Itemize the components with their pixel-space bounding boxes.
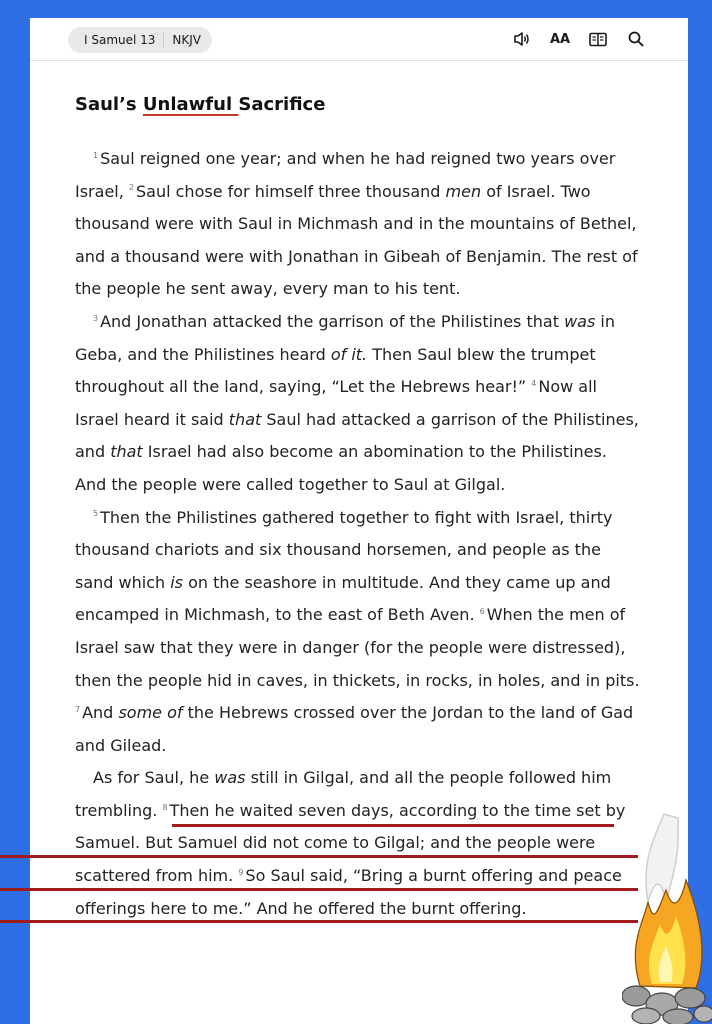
- chapter-text: [75, 94, 640, 925]
- search-icon[interactable]: [626, 29, 646, 49]
- verse-number: 4: [531, 378, 537, 388]
- red-underline: [172, 824, 614, 827]
- verse-number: 3: [93, 313, 99, 323]
- paragraph-1: $^1$ Saul reigned one year; and when he had reigned two years over Israel, $^2$ Saul chose for himself three thousand men of Israel. Two thousand were with Saul in Michmash and in the mountains of Bethel, and a thousand were with Jonathan in Gibeah of Benjamin. The rest of the people he sent away, every man to his tent.: [75, 149, 638, 299]
- book-chapter-label[interactable]: I Samuel 13: [68, 33, 164, 47]
- verse-number: 2: [128, 183, 134, 193]
- caption-line-1: We can’t just do as we please: [30, 933, 493, 971]
- book-icon[interactable]: [588, 29, 608, 49]
- passage-selector[interactable]: [68, 27, 212, 53]
- verse-number: 9: [238, 867, 244, 877]
- verse-number: 5: [93, 509, 99, 519]
- reader-toolbar: [30, 18, 688, 61]
- caption-line-2: We’re to Do as YAH Says…: [30, 981, 454, 1019]
- red-underline: [0, 855, 638, 858]
- campfire-illustration: [622, 806, 712, 1024]
- reader-page: [30, 18, 688, 1024]
- speaker-icon[interactable]: [512, 29, 532, 49]
- verse-number: 7: [75, 704, 81, 714]
- section-title: Saul’s Unlawful Sacrifice: [75, 94, 326, 115]
- version-label[interactable]: NKJV: [172, 33, 202, 47]
- verse-number: 6: [479, 606, 485, 616]
- red-underline: [0, 920, 638, 923]
- paragraph-3: $^5$ Then the Philistines gathered together to fight with Israel, thirty thousand chariots and six thousand horsemen, and people as the sand which is on the seashore in multitude. And they came up and encamped in Michmash, to the east of Beth Aven. $^6$ When the men of Israel saw that they were in danger (for the people were distressed), then the people hid in caves, in thickets, in rocks, in holes, and in pits. $^7$ And some of the Hebrews crossed over the Jordan to the land of Gad and Gilead.: [75, 507, 640, 755]
- red-underline: [0, 888, 638, 891]
- verse-number: 8: [162, 802, 168, 812]
- overlay-caption: [30, 928, 493, 1024]
- toolbar-icons: [512, 29, 646, 49]
- paragraph-4: As for Saul, he was still in Gilgal, and all the people followed him trembling. $^8$ Then he waited seven days, according to the time set by Samuel. But Samuel did not come to Gilgal; and the people were scattered from him. $^9$ So Saul said, “Bring a burnt offering and peace offerings here to me.” And he offered the burnt offering.: [75, 768, 626, 918]
- verse-number: 1: [93, 150, 99, 160]
- font-size-icon[interactable]: AA: [549, 31, 571, 47]
- underlined-word: Unlawful: [142, 94, 239, 115]
- paragraph-2: $^3$ And Jonathan attacked the garrison of the Philistines that was in Geba, and the Philistines heard of it. Then Saul blew the trumpet throughout all the land, saying, “Let the Hebrews hear!” $^4$ Now all Israel heard it said that Saul had attacked a garrison of the Philistines, and that Israel had also become an abomination to the Philistines. And the people were called together to Saul at Gilgal.: [75, 311, 639, 494]
